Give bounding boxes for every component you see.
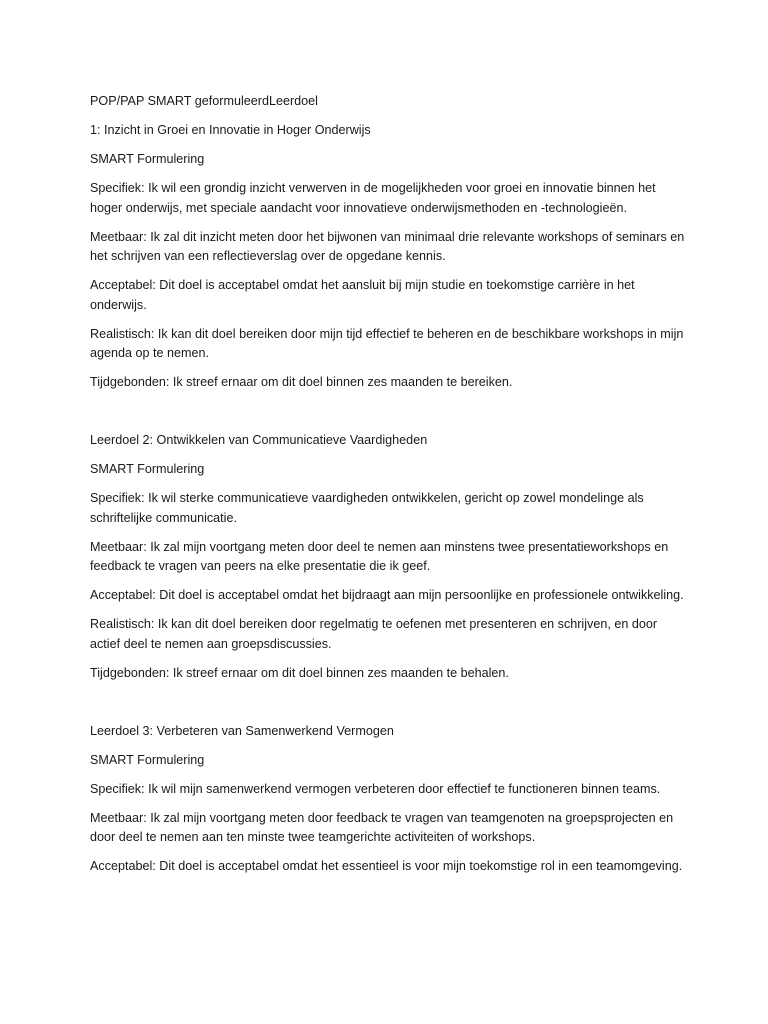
goal2-realistisch: Realistisch: Ik kan dit doel bereiken door regelmatig te oefenen met presenteren en schrijven, en door actief deel te nemen aan groepsdiscussies. xyxy=(90,617,658,651)
goal3-specifiek: Specifiek: Ik wil mijn samenwerkend vermogen verbeteren door effectief te functioneren binnen teams. xyxy=(90,781,661,796)
goal3-heading: Leerdoel 3: Verbeteren van Samenwerkend Vermogen xyxy=(90,723,394,738)
goal1-specifiek: Specifiek: Ik wil een grondig inzicht verwerven in de mogelijkheden voor groei en innovatie binnen het hoger onderwijs, met speciale aandacht voor innovatieve onderwijsmethoden en -technologieën. xyxy=(90,181,656,215)
goal1-realistisch: Realistisch: Ik kan dit doel bereiken door mijn tijd effectief te beheren en de beschikbare workshops in mijn agenda op te nemen. xyxy=(90,326,684,360)
goal3-acceptabel: Acceptabel: Dit doel is acceptabel omdat het essentieel is voor mijn toekomstige rol in een teamomgeving. xyxy=(90,859,683,873)
goal1-heading: 1: Inzicht in Groei en Innovatie in Hoger Onderwijs xyxy=(90,123,371,137)
goal2-acceptabel: Acceptabel: Dit doel is acceptabel omdat het bijdraagt aan mijn persoonlijke en professionele ontwikkeling. xyxy=(90,588,684,602)
section-gap xyxy=(90,402,688,431)
goal1-acceptabel: Acceptabel: Dit doel is acceptabel omdat het aansluit bij mijn studie en toekomstige carrière in het onderwijs. xyxy=(90,278,635,312)
goal2-specifiek: Specifiek: Ik wil sterke communicatieve vaardigheden ontwikkelen, gericht op zowel mondelinge als schriftelijke communicatie. xyxy=(90,491,644,525)
goal1-smart-label: SMART Formulering xyxy=(90,152,205,166)
document-title: POP/PAP SMART geformuleerdLeerdoel xyxy=(90,94,318,108)
goal2-tijdgebonden: Tijdgebonden: Ik streef ernaar om dit doel binnen zes maanden te behalen. xyxy=(90,665,509,680)
goal3-meetbaar: Meetbaar: Ik zal mijn voortgang meten door feedback te vragen van teamgenoten na groepsprojecten en door deel te nemen aan ten minste twee teamgerichte activiteiten of workshops. xyxy=(90,810,674,844)
goal2-smart-label: SMART Formulering xyxy=(90,462,205,476)
section-gap xyxy=(90,693,688,722)
goal1-tijdgebonden: Tijdgebonden: Ik streef ernaar om dit doel binnen zes maanden te bereiken. xyxy=(90,375,513,389)
goal2-meetbaar: Meetbaar: Ik zal mijn voortgang meten door deel te nemen aan minstens twee presentatieworkshops en feedback te vragen van peers na elke presentatie die ik geef. xyxy=(90,539,669,573)
goal3-smart-label: SMART Formulering xyxy=(90,752,205,767)
goal2-heading: Leerdoel 2: Ontwikkelen van Communicatieve Vaardigheden xyxy=(90,433,428,447)
goal1-meetbaar: Meetbaar: Ik zal dit inzicht meten door het bijwonen van minimaal drie relevante workshops of seminars en het schrijven van een reflectieverslag over de opgedane kennis. xyxy=(90,229,685,263)
